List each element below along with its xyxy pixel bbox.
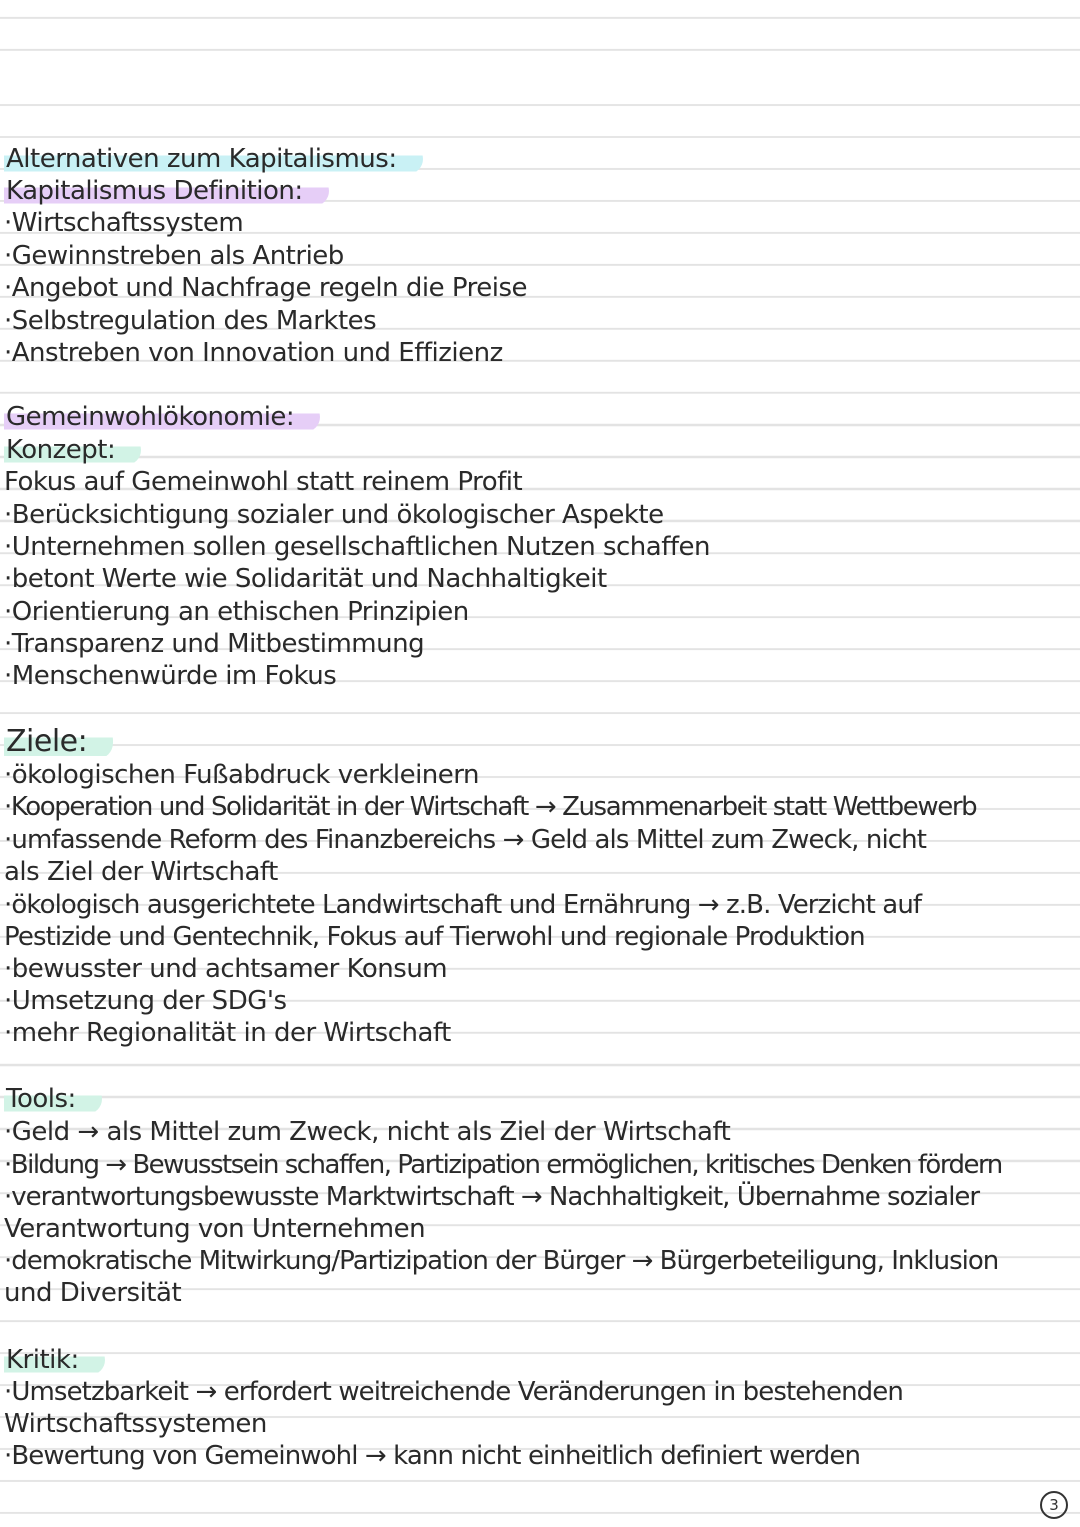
ziele-heading: Ziele: — [4, 726, 113, 758]
page-title: Alternativen zum Kapitalismus: — [4, 143, 423, 175]
list-item: ·Unternehmen sollen gesellschaftlichen Nutzen schaffen — [4, 532, 710, 562]
list-item: ·bewusster und achtsamer Konsum — [4, 954, 448, 984]
list-item: ·Angebot und Nachfrage regeln die Preise — [4, 273, 527, 303]
list-item: ·Wirtschaftssystem — [4, 208, 244, 238]
list-item: als Ziel der Wirtschaft — [4, 857, 278, 887]
list-item: ·demokratische Mitwirkung/Partizipation der Bürger → Bürgerbeteiligung, Inklusion — [4, 1246, 999, 1276]
list-item: ·Gewinnstreben als Antrieb — [4, 241, 344, 271]
list-item: ·Berücksichtigung sozialer und ökologischer Aspekte — [4, 500, 664, 530]
list-item: ·Umsetzbarkeit → erfordert weitreichende Veränderungen in bestehenden — [4, 1377, 903, 1407]
kapitalismus-heading: Kapitalismus Definition: — [4, 175, 329, 207]
list-item: ·Bewertung von Gemeinwohl → kann nicht einheitlich definiert werden — [4, 1441, 861, 1471]
gemeinwohl-heading: Gemeinwohlökonomie: — [4, 401, 320, 433]
list-item: Pestizide und Gentechnik, Fokus auf Tierwohl und regionale Produktion — [4, 922, 865, 952]
list-item: ·verantwortungsbewusste Marktwirtschaft → Nachhaltigkeit, Übernahme sozialer — [4, 1182, 980, 1212]
list-item: ·Kooperation und Solidarität in der Wirtschaft → Zusammenarbeit statt Wettbewerb — [4, 792, 977, 822]
list-item: ·ökologisch ausgerichtete Landwirtschaft und Ernährung → z.B. Verzicht auf — [4, 890, 922, 920]
list-item: und Diversität — [4, 1278, 182, 1308]
list-item: ·Menschenwürde im Fokus — [4, 661, 337, 691]
list-item: ·Orientierung an ethischen Prinzipien — [4, 597, 469, 627]
list-item: ·Geld → als Mittel zum Zweck, nicht als Ziel der Wirtschaft — [4, 1117, 731, 1147]
list-item: Wirtschaftssystemen — [4, 1409, 267, 1439]
list-item: ·Transparenz und Mitbestimmung — [4, 629, 425, 659]
list-item: ·ökologischen Fußabdruck verkleinern — [4, 760, 479, 790]
page-number: 3 — [1040, 1491, 1068, 1519]
list-item: ·Selbstregulation des Marktes — [4, 306, 377, 336]
list-item: ·Umsetzung der SDG's — [4, 986, 287, 1016]
kritik-heading: Kritik: — [4, 1344, 105, 1376]
list-item: ·Bildung → Bewusstsein schaffen, Partizipation ermöglichen, kritisches Denken fördern — [4, 1150, 1002, 1180]
list-item: ·betont Werte wie Solidarität und Nachhaltigkeit — [4, 564, 607, 594]
list-item: ·mehr Regionalität in der Wirtschaft — [4, 1018, 451, 1048]
list-item: Fokus auf Gemeinwohl statt reinem Profit — [4, 467, 523, 497]
konzept-heading: Konzept: — [4, 434, 141, 466]
tools-heading: Tools: — [4, 1083, 102, 1115]
list-item: ·Anstreben von Innovation und Effizienz — [4, 338, 503, 368]
list-item: Verantwortung von Unternehmen — [4, 1214, 426, 1244]
list-item: ·umfassende Reform des Finanzbereichs → Geld als Mittel zum Zweck, nicht — [4, 825, 927, 855]
